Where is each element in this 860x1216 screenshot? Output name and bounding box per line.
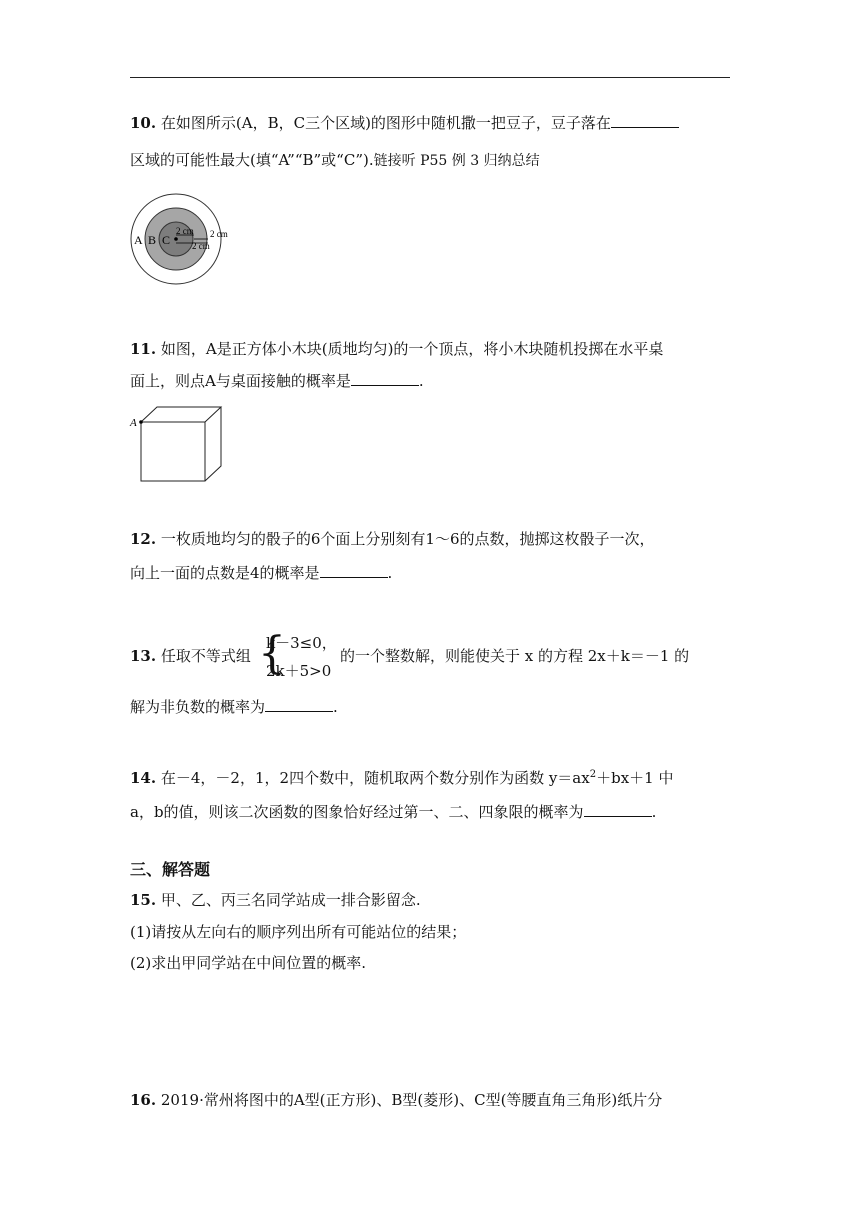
q11-answer-blank[interactable] — [351, 371, 419, 386]
q13-inequality-1: k－3≤0， — [266, 634, 337, 652]
q14-superscript: 2 — [589, 769, 597, 780]
section-heading: 三、解答题 — [130, 860, 211, 879]
q16-line1 — [130, 1090, 662, 1110]
q12-line1 — [130, 529, 655, 549]
q11-cube-figure — [126, 400, 226, 485]
q14-answer-blank[interactable] — [584, 802, 652, 817]
dim-label-2: 2 cm — [210, 229, 228, 239]
q15-text1: 甲、乙、丙三名同学站成一排合影留念. — [160, 891, 421, 909]
q11-line2: 面上，则点A与桌面接触的概率是 . — [130, 372, 424, 390]
q12-text1: 一枚质地均匀的骰子的6个面上分别刻有1～6的点数，抛掷这枚骰子一次， — [160, 530, 655, 548]
q14-line2: a，b的值，则该二次函数的图象恰好经过第一、二、四象限的概率为 . — [130, 803, 657, 821]
q14-text1b: ＋bx＋1 中 — [596, 769, 674, 787]
q14-text2: a，b的值，则该二次函数的图象恰好经过第一、二、四象限的概率为 — [130, 803, 584, 821]
dim-label-3: 2 cm — [192, 241, 210, 251]
q13-answer-blank[interactable] — [265, 697, 333, 712]
dim-label-1: 2 cm — [176, 226, 194, 236]
q10-target-figure — [126, 191, 246, 291]
q13-number: 13. — [130, 647, 157, 665]
q11-line1 — [130, 339, 663, 359]
q12-answer-blank[interactable] — [320, 563, 388, 578]
q10-line1 — [130, 113, 679, 133]
q13-line1 — [130, 646, 251, 666]
q14-line1 — [130, 765, 673, 788]
label-c: C — [162, 233, 171, 247]
q10-text2: 区域的可能性最大(填“A”“B”或“C”). — [130, 151, 374, 169]
q10-number: 10. — [130, 114, 157, 132]
q14-number: 14. — [130, 769, 157, 787]
q13-text2: 解为非负数的概率为 — [130, 698, 266, 716]
q16-number: 16. — [130, 1091, 157, 1109]
q10-line2 — [130, 150, 540, 171]
q16-text1: 2019·常州将图中的A型(正方形)、B型(菱形)、C型(等腰直角三角形)纸片分 — [160, 1091, 663, 1109]
q14-text1a: 在－4，－2，1，2四个数中，随机取两个数分别作为函数 y＝ax — [160, 769, 590, 787]
q13-system-brace: { — [258, 628, 286, 679]
q11-text1: 如图，A是正方体小木块(质地均匀)的一个顶点，将小木块随机投掷在水平桌 — [160, 340, 664, 358]
q15-part1: (1)请按从左向右的顺序列出所有可能站位的结果； — [130, 923, 467, 941]
q12-number: 12. — [130, 530, 157, 548]
q10-text1: 在如图所示(A，B，C三个区域)的图形中随机撒一把豆子，豆子落在 — [160, 114, 611, 132]
q13-inequality-2: 2k＋5>0 — [266, 662, 332, 680]
q10-link-note: 链接听 P55 例 3 归纳总结 — [373, 153, 540, 169]
label-a: A — [134, 233, 143, 247]
q11-number: 11. — [130, 340, 157, 358]
q13-text-post: 的一个整数解，则能使关于 x 的方程 2x＋k＝－1 的 — [340, 647, 690, 665]
q15-line1 — [130, 890, 421, 910]
q10-answer-blank[interactable] — [611, 113, 679, 128]
q11-text2: 面上，则点A与桌面接触的概率是 — [130, 372, 351, 390]
vertex-label-a: A — [130, 417, 137, 429]
header-rule — [130, 77, 730, 78]
q15-number: 15. — [130, 891, 157, 909]
q12-line2: 向上一面的点数是4的概率是 . — [130, 564, 393, 582]
q13-text-pre: 任取不等式组 — [160, 647, 251, 665]
q13-line2: 解为非负数的概率为 . — [130, 698, 338, 716]
q12-text2: 向上一面的点数是4的概率是 — [130, 564, 320, 582]
label-b: B — [148, 233, 157, 247]
q15-part2: (2)求出甲同学站在中间位置的概率. — [130, 954, 367, 972]
